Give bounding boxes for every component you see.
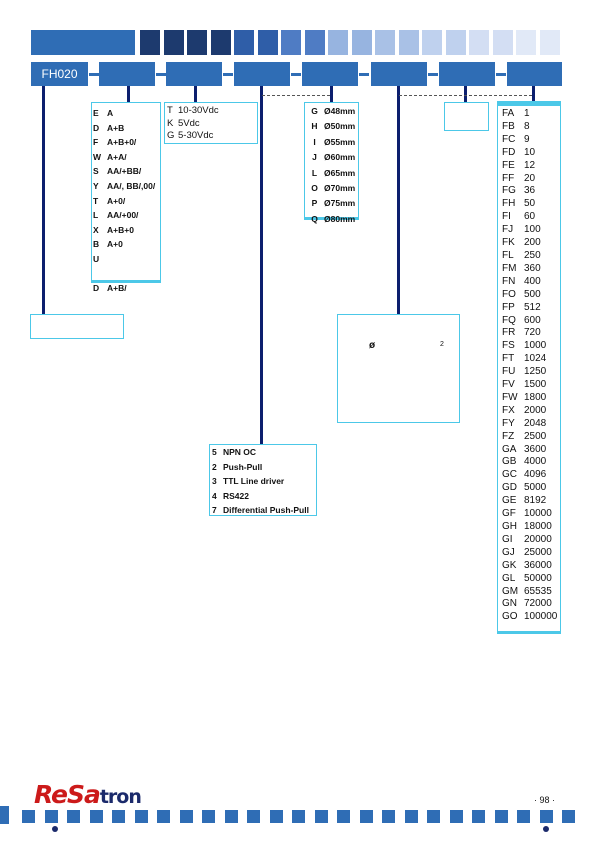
footer-square — [157, 810, 170, 823]
option-value: 1000 — [524, 340, 547, 352]
option-value: 20 — [524, 172, 536, 184]
option-code: O — [311, 183, 318, 194]
resolution-option — [502, 560, 560, 573]
option-code: X — [93, 224, 99, 235]
option-code: FX — [502, 404, 515, 416]
option-value: 4096 — [524, 469, 547, 481]
option-value: 2000 — [524, 404, 547, 416]
option-code: FD — [502, 146, 516, 158]
option-code: FB — [502, 120, 515, 132]
option-code: FY — [502, 417, 515, 429]
channel-option — [93, 194, 160, 209]
option-code: FK — [502, 237, 515, 249]
segment-connector — [291, 73, 301, 76]
option-value: A+B+0 — [107, 224, 134, 235]
option-code: FW — [502, 391, 518, 403]
segment-connection — [439, 62, 495, 86]
option-code: T — [167, 105, 173, 116]
output-option — [212, 445, 316, 460]
option-value: 10 — [524, 146, 536, 158]
channel-option — [93, 267, 160, 282]
header-square — [187, 30, 207, 55]
footer-square — [562, 810, 575, 823]
resolution-option — [502, 521, 560, 534]
option-value: 720 — [524, 327, 541, 339]
supply-option — [167, 130, 257, 143]
option-code: GL — [502, 572, 516, 584]
header-square — [516, 30, 536, 55]
channel-option — [93, 164, 160, 179]
dashed-guide — [262, 95, 330, 96]
shaft-note-box — [337, 314, 460, 423]
option-value: 100000 — [524, 611, 558, 623]
resolution-option — [502, 392, 560, 405]
option-code: K — [167, 117, 174, 129]
segment-channels — [99, 62, 155, 86]
channel-option — [93, 237, 160, 252]
option-code: FF — [502, 172, 515, 184]
leader-line — [464, 86, 467, 102]
header-square — [164, 30, 184, 55]
segment-connector — [496, 73, 506, 76]
option-value: 36000 — [524, 559, 552, 571]
resolution-option — [502, 573, 560, 586]
output-option — [212, 503, 316, 518]
option-value: A+A/ — [107, 151, 127, 162]
resolution-options-box — [497, 106, 561, 634]
option-value: 9 — [524, 133, 530, 145]
option-code: 4 — [212, 490, 217, 501]
footer-square — [517, 810, 530, 823]
resolution-option — [502, 431, 560, 444]
option-value: 600 — [524, 314, 541, 326]
header-square — [446, 30, 466, 55]
footer-square — [247, 810, 260, 823]
resolution-option — [502, 315, 560, 328]
option-value: TTL Line driver — [223, 476, 285, 487]
option-code: FS — [502, 340, 515, 352]
option-code: S — [93, 166, 99, 177]
header-square — [493, 30, 513, 55]
option-value: 5-30Vdc — [178, 130, 214, 141]
option-code: FP — [502, 301, 515, 313]
option-code: F — [93, 137, 99, 148]
resolution-option — [502, 147, 560, 160]
channel-option — [93, 223, 160, 238]
option-code: L — [93, 210, 99, 221]
option-code: U — [93, 253, 100, 264]
diameter-option — [305, 135, 358, 150]
resolution-option — [502, 495, 560, 508]
brand-logo: ReSatron — [34, 780, 141, 809]
option-code: 5 — [212, 447, 217, 457]
option-value: A+B+0/ — [107, 137, 137, 148]
model-code: FH020 — [31, 62, 88, 86]
resolution-option — [502, 456, 560, 469]
option-value: Ø60mm — [324, 152, 356, 163]
option-code: FI — [502, 211, 511, 223]
option-code: GK — [502, 559, 517, 571]
option-code: D — [93, 122, 100, 133]
option-code: P — [311, 198, 318, 209]
diameter-option — [305, 150, 358, 165]
resolution-option — [502, 353, 560, 366]
option-value: A+B/ — [107, 283, 127, 294]
option-value: 8192 — [524, 495, 547, 507]
option-value: 20000 — [524, 533, 552, 545]
option-value: RS422 — [223, 490, 249, 501]
option-value: 400 — [524, 275, 541, 287]
resolution-option — [502, 289, 560, 302]
option-code: GH — [502, 521, 517, 532]
footer-square — [292, 810, 305, 823]
option-value: 60 — [524, 211, 536, 223]
option-value: 72000 — [524, 598, 552, 610]
option-value: 1 — [524, 108, 530, 119]
segment-connector — [156, 73, 166, 76]
option-code: FL — [502, 249, 514, 261]
option-code: GE — [502, 495, 517, 507]
leader-line — [532, 86, 535, 102]
resolution-option — [502, 379, 560, 392]
option-value: 10-30Vdc — [178, 105, 219, 116]
option-code: FC — [502, 133, 516, 145]
option-code: GA — [502, 443, 517, 455]
footer-dot — [543, 826, 549, 832]
option-value: 36 — [524, 185, 536, 197]
header-square — [328, 30, 348, 55]
option-value: AA/+BB/ — [107, 166, 142, 177]
option-value: Differential Push-Pull — [223, 505, 309, 516]
footer-square — [315, 810, 328, 823]
option-code: FT — [502, 353, 515, 365]
connection-box — [444, 102, 489, 131]
channel-option — [93, 135, 160, 150]
segment-supply — [166, 62, 222, 86]
option-code: FU — [502, 366, 516, 378]
header-square — [140, 30, 160, 55]
footer-square — [450, 810, 463, 823]
segment-output — [234, 62, 290, 86]
segment-shaft — [371, 62, 427, 86]
option-code: L — [311, 167, 318, 178]
option-code: 2 — [212, 461, 217, 472]
footer-square — [427, 810, 440, 823]
output-options-box — [209, 444, 317, 516]
option-value: Ø48mm — [324, 106, 356, 116]
resolution-option — [502, 405, 560, 418]
option-value: Ø80mm — [324, 213, 356, 224]
option-code: GO — [502, 611, 518, 623]
option-value: Ø65mm — [324, 167, 356, 178]
segment-connector — [359, 73, 369, 76]
option-code: FN — [502, 275, 516, 287]
diameter-options-list — [305, 104, 358, 227]
resolution-option — [502, 211, 560, 224]
supply-options-box — [164, 102, 258, 144]
resolution-option — [502, 469, 560, 482]
option-value: 50000 — [524, 572, 552, 584]
option-code: GC — [502, 469, 517, 481]
resolution-option — [502, 302, 560, 315]
option-code: GB — [502, 456, 517, 468]
header-square — [375, 30, 395, 55]
option-value: 5Vdc — [178, 117, 200, 129]
option-value: 10000 — [524, 508, 552, 520]
option-value: 1250 — [524, 366, 547, 378]
option-value: 2500 — [524, 430, 547, 442]
footer-square — [180, 810, 193, 823]
option-value: 65535 — [524, 585, 552, 597]
footer-square — [382, 810, 395, 823]
option-code: GD — [502, 482, 517, 494]
diameter-option — [305, 119, 358, 134]
leader-line — [42, 86, 45, 314]
option-code: T — [93, 195, 99, 206]
footer-square — [360, 810, 373, 823]
footer-square — [202, 810, 215, 823]
channel-option — [93, 281, 160, 296]
option-value: Push-Pull — [223, 461, 263, 472]
leader-line — [330, 86, 333, 102]
option-code: GF — [502, 508, 516, 520]
segment-connector — [428, 73, 438, 76]
dashed-guide — [399, 95, 532, 96]
option-code: FH — [502, 198, 516, 210]
diameter-options-box — [304, 102, 359, 224]
option-code: W — [93, 151, 102, 162]
leader-line — [397, 86, 400, 314]
option-value: 1024 — [524, 353, 547, 365]
footer-square — [112, 810, 125, 823]
option-value: NPN OC — [223, 447, 257, 457]
output-option — [212, 460, 316, 475]
channel-options-list — [93, 106, 160, 296]
option-value: 25000 — [524, 546, 552, 558]
resolution-option — [502, 237, 560, 250]
option-code: FO — [502, 288, 516, 300]
header-band — [31, 30, 135, 55]
option-code: FM — [502, 262, 517, 274]
option-value: 1800 — [524, 391, 547, 403]
option-code: FA — [502, 108, 515, 119]
resolution-option — [502, 366, 560, 379]
option-value: 1500 — [524, 379, 547, 391]
option-code: FV — [502, 379, 515, 391]
option-value: Ø50mm — [324, 121, 356, 132]
option-code: E — [93, 108, 99, 118]
option-value: Ø70mm — [324, 183, 356, 194]
footer-square — [405, 810, 418, 823]
resolution-option — [502, 160, 560, 173]
option-code: I — [313, 136, 316, 147]
option-code: J — [312, 152, 317, 163]
channel-option — [93, 208, 160, 223]
resolution-option — [502, 586, 560, 599]
option-code: FG — [502, 185, 516, 197]
footer-edge — [0, 806, 9, 824]
option-value: 50 — [524, 198, 536, 210]
option-code: Y — [93, 180, 99, 191]
resolution-option — [502, 611, 560, 624]
option-code: FQ — [502, 314, 516, 326]
option-value: 200 — [524, 237, 541, 249]
leader-line — [260, 86, 263, 444]
channel-option — [93, 106, 160, 121]
option-value: Ø75mm — [324, 198, 356, 209]
page-number: · 98 · — [534, 795, 556, 805]
option-code: H — [311, 121, 318, 132]
footer-square — [22, 810, 35, 823]
option-code: B — [93, 239, 100, 250]
option-value: 8 — [524, 120, 530, 132]
footer-square — [225, 810, 238, 823]
channel-option — [93, 252, 160, 267]
option-code: 7 — [212, 505, 217, 516]
resolution-option — [502, 547, 560, 560]
diameter-option — [305, 212, 358, 227]
footer-square — [270, 810, 283, 823]
footer-square — [90, 810, 103, 823]
option-value: A — [107, 108, 114, 118]
channel-option — [93, 121, 160, 136]
option-value: 250 — [524, 249, 541, 261]
option-code: GI — [502, 533, 513, 545]
option-code: 3 — [212, 476, 217, 487]
option-value: 100 — [524, 224, 541, 236]
footer-square — [45, 810, 58, 823]
option-value: 18000 — [524, 521, 552, 532]
channel-option — [93, 150, 160, 165]
option-code: GJ — [502, 546, 515, 558]
footer-square — [67, 810, 80, 823]
resolution-option — [502, 250, 560, 263]
leader-line — [127, 86, 130, 102]
diameter-option — [305, 104, 358, 119]
option-value: AA/, BB/,00/ — [107, 180, 156, 191]
header-square — [258, 30, 278, 55]
option-value: A+B — [107, 122, 125, 133]
segment-resolution — [507, 62, 562, 86]
option-code: G — [167, 130, 175, 141]
option-code: D — [93, 283, 100, 294]
option-code: FR — [502, 327, 516, 339]
header-square — [234, 30, 254, 55]
supply-options-list — [167, 105, 257, 143]
header-square — [469, 30, 489, 55]
footer-square — [472, 810, 485, 823]
header-square — [305, 30, 325, 55]
superscript-mark: 2 — [440, 341, 444, 348]
output-options-list — [212, 445, 316, 518]
option-code: G — [311, 106, 318, 116]
option-value: 12 — [524, 159, 536, 171]
segment-diameter — [302, 62, 358, 86]
supply-option — [167, 105, 257, 118]
option-value: AA/+00/ — [107, 210, 139, 221]
header-square — [211, 30, 231, 55]
resolution-option — [502, 418, 560, 431]
diameter-option — [305, 166, 358, 181]
option-code: FZ — [502, 430, 515, 442]
resolution-option — [502, 134, 560, 147]
resolution-option — [502, 185, 560, 198]
option-value: 512 — [524, 301, 541, 313]
option-value: 3600 — [524, 443, 547, 455]
resolution-options-list — [502, 108, 560, 624]
option-value: 360 — [524, 262, 541, 274]
resolution-option — [502, 121, 560, 134]
option-code: GM — [502, 585, 519, 597]
option-value: Ø55mm — [324, 136, 356, 147]
option-value: A+0 — [107, 239, 123, 250]
resolution-option — [502, 534, 560, 547]
resolution-option — [502, 327, 560, 340]
footer-square — [337, 810, 350, 823]
resolution-option — [502, 108, 560, 121]
resolution-option — [502, 198, 560, 211]
option-code: FE — [502, 159, 515, 171]
resolution-option — [502, 263, 560, 276]
footer-square — [135, 810, 148, 823]
header-square — [281, 30, 301, 55]
header-square — [352, 30, 372, 55]
option-code: FJ — [502, 224, 514, 236]
option-value: 500 — [524, 288, 541, 300]
resolution-option — [502, 173, 560, 186]
segment-connector — [89, 73, 99, 76]
supply-option — [167, 118, 257, 131]
channel-options-box — [91, 102, 161, 294]
footer-square — [495, 810, 508, 823]
diameter-option — [305, 196, 358, 211]
option-code: Q — [311, 213, 318, 224]
channel-option — [93, 179, 160, 194]
model-note-box — [30, 314, 124, 339]
option-value: 2048 — [524, 417, 547, 429]
option-code: GN — [502, 598, 517, 610]
option-value: A+0/ — [107, 195, 126, 206]
diameter-option — [305, 181, 358, 196]
option-value: 5000 — [524, 482, 547, 494]
resolution-option — [502, 444, 560, 457]
segment-connector — [223, 73, 233, 76]
header-square — [399, 30, 419, 55]
footer-dot — [52, 826, 58, 832]
resolution-option — [502, 508, 560, 521]
header-square — [540, 30, 560, 55]
output-option — [212, 489, 316, 504]
resolution-option — [502, 224, 560, 237]
resolution-option — [502, 598, 560, 611]
header-square — [422, 30, 442, 55]
output-option — [212, 474, 316, 489]
option-value: 4000 — [524, 456, 547, 468]
leader-line — [194, 86, 197, 102]
diameter-symbol: ø — [369, 340, 376, 351]
resolution-option — [502, 276, 560, 289]
footer-square — [540, 810, 553, 823]
resolution-option — [502, 340, 560, 353]
resolution-option — [502, 482, 560, 495]
